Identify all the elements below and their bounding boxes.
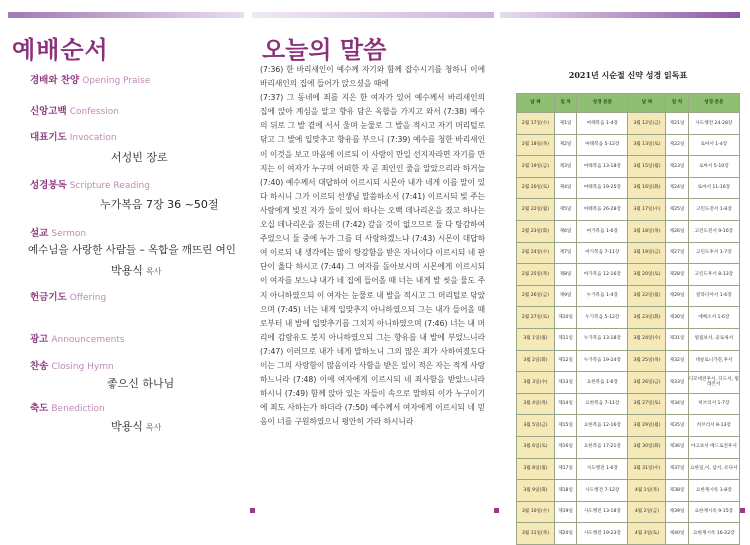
table-cell: 에베소서 1-6장 xyxy=(688,307,739,329)
reading-plan-body xyxy=(517,113,740,545)
worship-item-opening-praise xyxy=(30,72,150,86)
table-cell: 제39일 xyxy=(666,501,688,523)
table-cell: 2월 27일(토) xyxy=(517,307,555,329)
table-cell: 요한일,이, 삼서, 유다서 xyxy=(688,458,739,480)
table-cell: 3월 1일(월) xyxy=(517,328,555,350)
table-cell: 제27일 xyxy=(666,242,688,264)
table-cell: 누가복음 5-12장 xyxy=(577,307,628,329)
table-cell: 3월 3일(수) xyxy=(517,372,555,394)
table-cell: 4월 3일(토) xyxy=(628,523,666,545)
table-row xyxy=(517,199,740,221)
table-cell: 3월 16일(화) xyxy=(628,177,666,199)
table-cell: 마태복음 26-28장 xyxy=(577,199,628,221)
worship-item-label: 찬송 xyxy=(30,361,49,372)
worship-item-en: Offering xyxy=(69,293,107,303)
table-cell: 2월 26일(금) xyxy=(517,285,555,307)
table-cell: 제15일 xyxy=(554,415,576,437)
worship-item-closing-hymn xyxy=(30,358,114,372)
worship-item-scripture xyxy=(30,177,150,191)
table-cell: 히브리서 8-13장 xyxy=(688,415,739,437)
table-cell: 제40일 xyxy=(666,523,688,545)
table-cell: 제20일 xyxy=(554,523,576,545)
table-cell: 제24일 xyxy=(666,177,688,199)
scripture-text xyxy=(260,63,485,429)
table-cell: 3월 17일(수) xyxy=(628,199,666,221)
table-cell: 요한복음 12-16장 xyxy=(577,415,628,437)
worship-item-label: 설교 xyxy=(30,228,49,239)
table-cell: 4월 1일(목) xyxy=(628,480,666,502)
table-cell: 마태복음 1-4장 xyxy=(577,113,628,135)
table-cell: 로마서 11-16장 xyxy=(688,177,739,199)
table-cell: 사도행전 13-18장 xyxy=(577,501,628,523)
scripture-paragraph: (7:37) 그 동네에 죄를 지은 한 여자가 있어 예수께서 바리새인의 집에 앉아 계심을 알고 향유 담은 옥합을 가지고 와서 (7:38) 예수의 뒤로 그 발 곁에 서서 울며 눈물로 그 발을 적시고 자기 머리털로 닦고 그 발에 입맞추고 향유를 부으니 (7:39) 예수를 청한 바리새인이 이것을 보고 마음에 이르되 이 사람이 만일 선지자라면 자기를 만지는 이 여자가 누구며 어떠한 자 곧 죄인인 줄을 알았으리라 하거늘 (7:40) 예수께서 대답하여 이르시되 시몬아 내가 네게 이를 말이 있다 하시니 그가 이르되 선생님 말씀하소서 (7:41) 이르시되 빚 주는 사람에게 빚진 자가 둘이 있어 하나는 오백 데나리온을 졌고 하나는 오십 데나리온을 졌는데 (7:42) 갚을 것이 없으므로 둘 다 탕감하여 주었으니 둘 중에 누가 그를 더 사랑하겠느냐 (7:43) 시몬이 대답하여 이르되 내 생각에는 많이 탕감함을 받은 자니이다 이르시되 네 판단이 옳다 하시고 (7:44) 그 여자를 돌아보시며 시몬에게 이르시되 이 여자를 보느냐 내가 네 집에 들어올 때 너는 내게 발 씻을 물도 주지 아니하였으되 이 여자는 눈물로 내 발을 적시고 그 머리털로 닦았으며 (7:45) 너는 내게 입맞추지 아니하였으되 그는 내가 들어올 때로부터 내 발에 입맞추기를 그치지 아니하였으며 (7:46) 너는 내 머리에 감람유도 붓지 아니하였으되 그는 향유를 내 발에 부었느니라 (7:47) 이러므로 내가 네게 말하노니 그의 많은 죄가 사하여졌도다 이는 그의 사랑함이 많음이라 사함을 받은 일이 적은 자는 적게 사랑하느니라 (7:48) 이에 여자에게 이르시되 네 죄사함을 받았느니라 하시니 (7:49) 함께 앉아 있는 자들이 속으로 말하되 이가 누구이기에 죄도 사하는가 하더라 (7:50) 예수께서 여자에게 이르시되 네 믿음이 너를 구원하였으니 평안히 가라 하시니라 xyxy=(260,93,485,427)
table-cell: 누가복음 1-4장 xyxy=(577,285,628,307)
table-cell: 빌립보서, 골로새서 xyxy=(688,328,739,350)
table-cell: 제17일 xyxy=(554,458,576,480)
table-cell: 제31일 xyxy=(666,328,688,350)
worship-item-en: Closing Hymn xyxy=(51,362,114,372)
worship-item-en: Announcements xyxy=(51,335,125,345)
table-row xyxy=(517,220,740,242)
table-cell: 3월 6일(토) xyxy=(517,436,555,458)
table-row xyxy=(517,264,740,286)
table-cell: 3월 11일(목) xyxy=(517,523,555,545)
top-bar-middle xyxy=(252,12,494,18)
table-cell: 제4일 xyxy=(554,177,576,199)
table-cell: 제11일 xyxy=(554,328,576,350)
table-cell: 고린도전서 9-16장 xyxy=(688,220,739,242)
table-cell: 제3일 xyxy=(554,156,576,178)
table-cell: 3월 24일(수) xyxy=(628,328,666,350)
table-cell: 제16일 xyxy=(554,436,576,458)
table-cell: 제14일 xyxy=(554,393,576,415)
header-day: 일 차 xyxy=(554,94,576,113)
table-cell: 제7일 xyxy=(554,242,576,264)
table-cell: 2월 23일(화) xyxy=(517,220,555,242)
table-cell: 제37일 xyxy=(666,458,688,480)
table-cell: 제6일 xyxy=(554,220,576,242)
sermon-section-title: 오늘의 말씀 xyxy=(262,36,387,64)
table-row xyxy=(517,480,740,502)
page-mark xyxy=(250,508,255,513)
worship-item-invocation xyxy=(30,129,117,143)
table-cell: 마가복음 7-11장 xyxy=(577,242,628,264)
table-cell: 2월 17일(수) xyxy=(517,113,555,135)
table-cell: 제36일 xyxy=(666,436,688,458)
header-date: 날 짜 xyxy=(628,94,666,113)
table-cell: 마태복음 5-12장 xyxy=(577,134,628,156)
table-cell: 제21일 xyxy=(666,113,688,135)
scripture-reference: 누가복음 7장 36 ~50절 xyxy=(100,198,219,211)
benediction-title: 목사 xyxy=(145,423,162,432)
table-cell: 3월 12일(금) xyxy=(628,113,666,135)
table-cell: 3월 10일(수) xyxy=(517,501,555,523)
table-row xyxy=(517,307,740,329)
hymn-title: 좋으신 하나님 xyxy=(107,377,175,390)
table-cell: 2월 20일(토) xyxy=(517,177,555,199)
table-row xyxy=(517,393,740,415)
table-cell: 2월 18일(목) xyxy=(517,134,555,156)
table-cell: 요한계시록 1-8장 xyxy=(688,480,739,502)
table-cell: 제26일 xyxy=(666,220,688,242)
table-cell: 제23일 xyxy=(666,156,688,178)
worship-item-label: 광고 xyxy=(30,334,49,345)
table-cell: 고린도후서 1-7장 xyxy=(688,242,739,264)
table-row xyxy=(517,350,740,372)
sermon-title: 예수님을 사랑한 사람들 – 옥합을 깨뜨린 여인 xyxy=(28,244,236,256)
benediction-leader xyxy=(111,418,161,434)
table-cell: 제29일 xyxy=(666,285,688,307)
table-cell: 3월 31일(수) xyxy=(628,458,666,480)
table-cell: 제35일 xyxy=(666,415,688,437)
table-cell: 요한복음 7-11장 xyxy=(577,393,628,415)
table-row xyxy=(517,242,740,264)
top-bar-left xyxy=(8,12,244,18)
table-cell: 디모데전후서, 디도서, 빌레몬서 xyxy=(688,372,739,394)
table-cell: 3월 9일(화) xyxy=(517,480,555,502)
worship-item-label: 경배와 찬양 xyxy=(30,75,80,86)
header-passage: 성경 본문 xyxy=(577,94,628,113)
table-cell: 3월 18일(목) xyxy=(628,220,666,242)
table-cell: 요한복음 17-21장 xyxy=(577,436,628,458)
table-cell: 마태복음 19-25장 xyxy=(577,177,628,199)
table-cell: 제25일 xyxy=(666,199,688,221)
invocation-leader: 서성빈 장로 xyxy=(111,151,168,164)
table-row xyxy=(517,436,740,458)
table-cell: 3월 22일(월) xyxy=(628,285,666,307)
table-cell: 2월 24일(수) xyxy=(517,242,555,264)
benediction-name: 박용식 xyxy=(111,420,143,433)
table-cell: 제32일 xyxy=(666,350,688,372)
worship-item-announcements xyxy=(30,331,125,345)
table-cell: 야고보서 베드로전후서 xyxy=(688,436,739,458)
table-cell: 제8일 xyxy=(554,264,576,286)
table-cell: 3월 15일(월) xyxy=(628,156,666,178)
table-cell: 제18일 xyxy=(554,480,576,502)
worship-item-en: Sermon xyxy=(51,229,87,239)
table-row xyxy=(517,328,740,350)
header-passage: 성경 본문 xyxy=(688,94,739,113)
reading-plan-title: 2021년 시순절 신약 성경 읽독표 xyxy=(568,70,688,80)
table-cell: 로마서 5-10장 xyxy=(688,156,739,178)
table-cell: 3월 8일(월) xyxy=(517,458,555,480)
table-cell: 고린도전서 1-8장 xyxy=(688,199,739,221)
worship-item-label: 헌금기도 xyxy=(30,292,67,303)
table-cell: 3월 4일(목) xyxy=(517,393,555,415)
top-bar-right xyxy=(500,12,740,18)
table-cell: 누가복음 13-18장 xyxy=(577,328,628,350)
table-row xyxy=(517,501,740,523)
table-cell: 마가복음 1-6장 xyxy=(577,220,628,242)
scripture-paragraph: (7:36) 한 바리새인이 예수께 자기와 함께 잡수시기를 청하니 이에 바리새인의 집에 들어가 앉으셨을 때에 xyxy=(260,65,485,89)
reading-plan-table xyxy=(516,93,740,545)
table-cell: 제9일 xyxy=(554,285,576,307)
table-cell: 3월 25일(목) xyxy=(628,350,666,372)
table-cell: 제1일 xyxy=(554,113,576,135)
table-cell: 사도행전 1-6장 xyxy=(577,458,628,480)
worship-item-benediction xyxy=(30,400,105,414)
table-cell: 제34일 xyxy=(666,393,688,415)
worship-item-en: Benediction xyxy=(51,404,105,414)
table-cell: 요한계시록 16-22장 xyxy=(688,523,739,545)
preacher-name: 박용식 xyxy=(111,264,143,277)
table-cell: 3월 5일(금) xyxy=(517,415,555,437)
table-row xyxy=(517,177,740,199)
table-cell: 히브리서 1-7장 xyxy=(688,393,739,415)
worship-item-en: Opening Praise xyxy=(82,76,151,86)
table-row xyxy=(517,156,740,178)
table-cell: 제19일 xyxy=(554,501,576,523)
table-cell: 제30일 xyxy=(666,307,688,329)
worship-title: 예배순서 xyxy=(12,36,109,64)
worship-item-offering xyxy=(30,289,106,303)
table-cell: 제13일 xyxy=(554,372,576,394)
table-cell: 제33일 xyxy=(666,372,688,394)
table-cell: 3월 27일(토) xyxy=(628,393,666,415)
table-cell: 데살로니가전,후서 xyxy=(688,350,739,372)
worship-item-label: 축도 xyxy=(30,403,49,414)
table-cell: 제5일 xyxy=(554,199,576,221)
table-cell: 3월 19일(금) xyxy=(628,242,666,264)
table-cell: 제28일 xyxy=(666,264,688,286)
page-mark xyxy=(494,508,499,513)
worship-item-en: Scripture Reading xyxy=(69,181,150,191)
table-cell: 3월 2일(화) xyxy=(517,350,555,372)
worship-item-en: Invocation xyxy=(69,133,117,143)
table-cell: 제10일 xyxy=(554,307,576,329)
table-cell: 제2일 xyxy=(554,134,576,156)
table-cell: 2월 19일(금) xyxy=(517,156,555,178)
table-row xyxy=(517,134,740,156)
worship-item-confession xyxy=(30,103,119,117)
table-cell: 요한계시록 9-15장 xyxy=(688,501,739,523)
table-cell: 마가복음 12-16장 xyxy=(577,264,628,286)
table-cell: 4월 2일(금) xyxy=(628,501,666,523)
worship-item-en: Confession xyxy=(69,107,120,117)
worship-item-label: 신앙고백 xyxy=(30,106,67,117)
header-date: 날 짜 xyxy=(517,94,555,113)
table-cell: 마태복음 13-18장 xyxy=(577,156,628,178)
table-cell: 2월 25일(목) xyxy=(517,264,555,286)
worship-item-label: 대표기도 xyxy=(30,132,67,143)
table-cell: 3월 29일(월) xyxy=(628,415,666,437)
table-cell: 3월 13일(토) xyxy=(628,134,666,156)
table-cell: 누가복음 19-24장 xyxy=(577,350,628,372)
table-cell: 제12일 xyxy=(554,350,576,372)
table-row xyxy=(517,523,740,545)
table-row xyxy=(517,458,740,480)
table-cell: 2월 22일(월) xyxy=(517,199,555,221)
table-cell: 갈라디아서 1-6장 xyxy=(688,285,739,307)
table-row xyxy=(517,372,740,394)
table-cell: 3월 30일(화) xyxy=(628,436,666,458)
table-row xyxy=(517,415,740,437)
header-day: 일 차 xyxy=(666,94,688,113)
table-cell: 고린도후서 8-13장 xyxy=(688,264,739,286)
table-row xyxy=(517,285,740,307)
worship-item-label: 성경봉독 xyxy=(30,180,67,191)
table-cell: 요한복음 1-6장 xyxy=(577,372,628,394)
worship-item-sermon xyxy=(30,225,86,239)
table-cell: 사도행전 7-12장 xyxy=(577,480,628,502)
table-cell: 3월 20일(토) xyxy=(628,264,666,286)
table-cell: 3월 23일(화) xyxy=(628,307,666,329)
table-cell: 사도행전 19-23장 xyxy=(577,523,628,545)
table-row xyxy=(517,113,740,135)
table-header-row xyxy=(517,94,740,113)
table-cell: 로마서 1-4장 xyxy=(688,134,739,156)
table-cell: 제38일 xyxy=(666,480,688,502)
table-cell: 3월 26일(금) xyxy=(628,372,666,394)
preacher-title: 목사 xyxy=(145,267,162,276)
page-mark xyxy=(740,508,745,513)
table-cell: 제22일 xyxy=(666,134,688,156)
sermon-preacher xyxy=(111,262,161,278)
table-cell: 사도행전 24-28장 xyxy=(688,113,739,135)
